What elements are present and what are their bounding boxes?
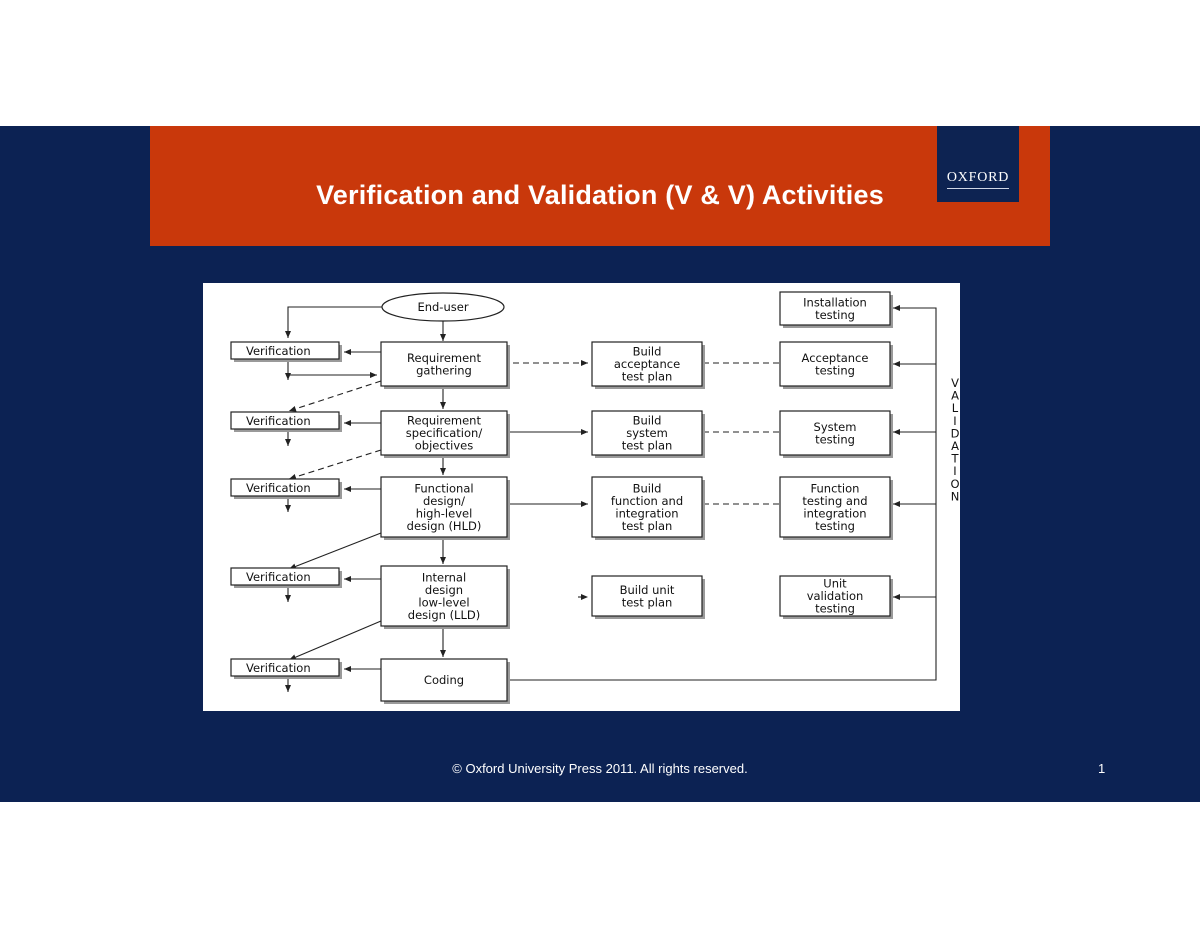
slide-title: Verification and Validation (V & V) Activities	[316, 180, 884, 210]
test-box-line: testing	[815, 518, 855, 533]
verification-label: Verification	[246, 570, 311, 584]
end-user-node	[382, 293, 504, 321]
validation-letter: A	[951, 388, 959, 403]
plan-box-line: function and	[610, 493, 684, 508]
verification-box	[231, 479, 342, 499]
verification-column	[231, 342, 342, 679]
plan-box-line: integration	[615, 506, 679, 521]
end-user-label: End-user	[417, 300, 469, 314]
validation-letter: T	[951, 451, 959, 466]
dev-box-line: design (LLD)	[407, 607, 481, 622]
dev-box-line: Requirement	[407, 413, 481, 428]
validation-letter: N	[950, 489, 960, 504]
verification-box	[231, 568, 342, 588]
test-box-line: integration	[803, 506, 867, 521]
plan-box-line: Build	[632, 413, 662, 428]
dev-box-line: specification/	[405, 426, 483, 440]
plan-box-line: Build	[632, 344, 662, 359]
verification-label: Verification	[246, 481, 311, 495]
dev-box-line: gathering	[416, 363, 472, 378]
plan-box-line: Build unit	[619, 582, 675, 597]
test-box-line: Unit	[823, 576, 847, 591]
dev-box-line: design (HLD)	[406, 518, 482, 533]
dev-box-line: Coding	[423, 673, 465, 687]
validation-letter: A	[951, 439, 959, 453]
plan-box	[592, 576, 705, 619]
plan-box	[592, 411, 705, 458]
test-box-line: System	[813, 419, 857, 434]
dev-box	[381, 411, 510, 458]
dev-box-line: high-level	[415, 506, 473, 521]
vv-diagram	[203, 283, 960, 711]
dev-box-line: design	[424, 582, 464, 597]
dev-box-line: design/	[422, 493, 466, 508]
page-number: 1	[1098, 761, 1106, 776]
plan-box-line: test plan	[621, 438, 673, 453]
validation-letter: D	[950, 426, 960, 441]
test-box	[780, 576, 893, 619]
validation-letter: I	[953, 413, 957, 428]
plan-box-line: system	[626, 426, 668, 440]
dev-box	[381, 342, 510, 389]
test-box-line: Acceptance	[801, 350, 869, 365]
test-box-line: testing	[815, 363, 855, 378]
verification-label: Verification	[246, 344, 311, 358]
validation-letter: I	[953, 464, 957, 479]
dev-box	[381, 659, 510, 704]
dev-box	[381, 477, 510, 540]
logo-wordmark: OXFORD	[946, 170, 1010, 185]
dev-box-line: objectives	[414, 438, 474, 453]
test-box-line: validation	[806, 589, 864, 603]
test-box-line: testing	[815, 601, 855, 616]
plan-box-line: Build	[632, 481, 662, 496]
test-box	[780, 477, 893, 540]
testing-column	[780, 292, 893, 619]
plan-box-line: test plan	[621, 518, 673, 533]
verification-box	[231, 412, 342, 432]
dev-box-line: low-level	[418, 595, 470, 610]
test-box-line: testing	[815, 432, 855, 447]
verification-box	[231, 659, 342, 679]
test-box-line: Function	[810, 481, 860, 496]
dev-box-line: Functional	[414, 481, 474, 496]
plan-box	[592, 342, 705, 389]
validation-letter: O	[950, 476, 960, 491]
validation-letter: V	[951, 376, 959, 390]
validation-letter: L	[951, 401, 959, 416]
logo-underline	[947, 188, 1009, 194]
dev-box-line: Requirement	[407, 350, 481, 365]
validation-label	[950, 376, 959, 503]
test-box	[780, 411, 893, 458]
development-column	[381, 342, 510, 704]
test-box	[780, 292, 893, 328]
test-box-line: testing	[815, 307, 855, 322]
dev-box	[381, 566, 510, 629]
verification-box	[231, 342, 342, 362]
dev-box-line: Internal	[421, 570, 467, 585]
plan-box-line: acceptance	[613, 357, 681, 371]
copyright-footer: © Oxford University Press 2011. All rights reserved.	[452, 761, 748, 776]
plan-box	[592, 477, 705, 540]
test-plan-column	[592, 342, 705, 619]
test-box	[780, 342, 893, 389]
verification-label: Verification	[246, 661, 311, 675]
vv-diagram-svg	[203, 283, 960, 711]
plan-box-line: test plan	[621, 595, 673, 610]
test-box-line: Installation	[803, 295, 867, 310]
verification-label: Verification	[246, 414, 311, 428]
plan-box-line: test plan	[621, 369, 673, 384]
test-box-line: testing and	[802, 493, 868, 508]
oxford-logo	[937, 126, 1019, 202]
